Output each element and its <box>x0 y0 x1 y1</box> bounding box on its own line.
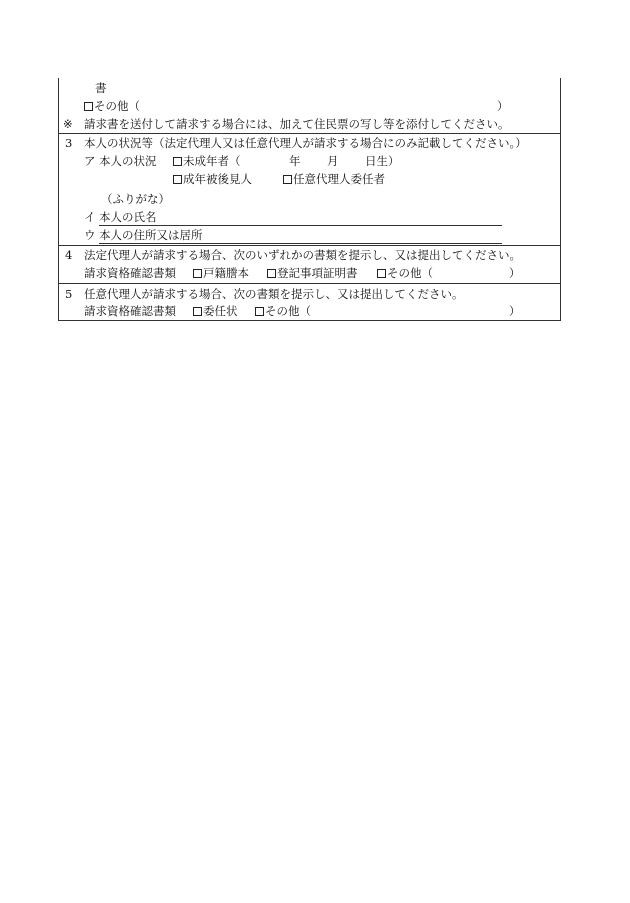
section5-other-option[interactable] <box>255 304 311 318</box>
furigana-label: （ふりがな） <box>101 192 170 206</box>
name-label: 本人の氏名 <box>99 210 157 224</box>
section2-other-close: ） <box>497 99 509 113</box>
checkbox-icon[interactable] <box>283 175 292 184</box>
section4-number: 4 <box>65 248 73 262</box>
power-of-attorney-label: 委任状 <box>203 304 238 318</box>
birth-label: 日生） <box>365 154 400 168</box>
section2-other-label: その他（ <box>94 99 140 113</box>
address-label: 本人の住所又は居所 <box>99 228 203 242</box>
minor-label: 未成年者（ <box>183 154 241 168</box>
voluntary-agent-label: 任意代理人委任者 <box>293 172 385 186</box>
koseki-option[interactable] <box>193 266 249 280</box>
section3-u-label: ウ <box>84 228 96 242</box>
adult-guardian-option[interactable] <box>173 172 252 186</box>
checkbox-icon[interactable] <box>377 269 386 278</box>
section5-other-label: その他（ <box>265 304 311 318</box>
section4-title: 法定代理人が請求する場合、次のいずれかの書類を提示し、又は提出してください。 <box>84 248 521 262</box>
section3-number: 3 <box>65 136 73 150</box>
section3-a-label: ア <box>84 154 96 168</box>
section3-title: 本人の状況等（法定代理人又は任意代理人が請求する場合にのみ記載してください。） <box>84 136 527 150</box>
section3-a-text: 本人の状況 <box>99 154 157 168</box>
divider <box>59 133 560 134</box>
name-input-line[interactable] <box>99 225 502 226</box>
section3-i-label: イ <box>84 210 96 224</box>
section2-char-sho: 書 <box>95 81 107 95</box>
checkbox-icon[interactable] <box>173 175 182 184</box>
checkbox-icon[interactable] <box>255 307 264 316</box>
checkbox-icon[interactable] <box>193 307 202 316</box>
month-label: 月 <box>327 154 339 168</box>
form-table <box>58 78 561 321</box>
power-of-attorney-option[interactable] <box>193 304 238 318</box>
divider <box>59 283 560 284</box>
adult-guardian-label: 成年被後見人 <box>183 172 252 186</box>
section5-other-close: ） <box>509 304 521 318</box>
checkbox-icon[interactable] <box>267 269 276 278</box>
section4-other-label: その他（ <box>387 266 433 280</box>
section4-other-option[interactable] <box>377 266 433 280</box>
registry-option[interactable] <box>267 266 358 280</box>
section2-other-option[interactable] <box>84 99 140 113</box>
section5-title: 任意代理人が請求する場合、次の書類を提示し、又は提出してください。 <box>84 287 464 301</box>
checkbox-icon[interactable] <box>84 102 93 111</box>
section4-docs-label: 請求資格確認書類 <box>84 266 176 280</box>
section5-number: 5 <box>65 287 73 301</box>
section4-other-close: ） <box>509 266 521 280</box>
divider <box>59 245 560 246</box>
minor-option[interactable] <box>173 154 241 168</box>
year-label: 年 <box>289 154 301 168</box>
voluntary-agent-option[interactable] <box>283 172 385 186</box>
section5-docs-label: 請求資格確認書類 <box>84 304 176 318</box>
checkbox-icon[interactable] <box>193 269 202 278</box>
note-mark: ※ <box>63 117 73 131</box>
koseki-label: 戸籍謄本 <box>203 266 249 280</box>
note-text: 請求書を送付して請求する場合には、加えて住民票の写し等を添付してください。 <box>84 117 510 131</box>
checkbox-icon[interactable] <box>173 157 182 166</box>
registry-label: 登記事項証明書 <box>277 266 358 280</box>
address-input-line[interactable] <box>99 243 502 244</box>
